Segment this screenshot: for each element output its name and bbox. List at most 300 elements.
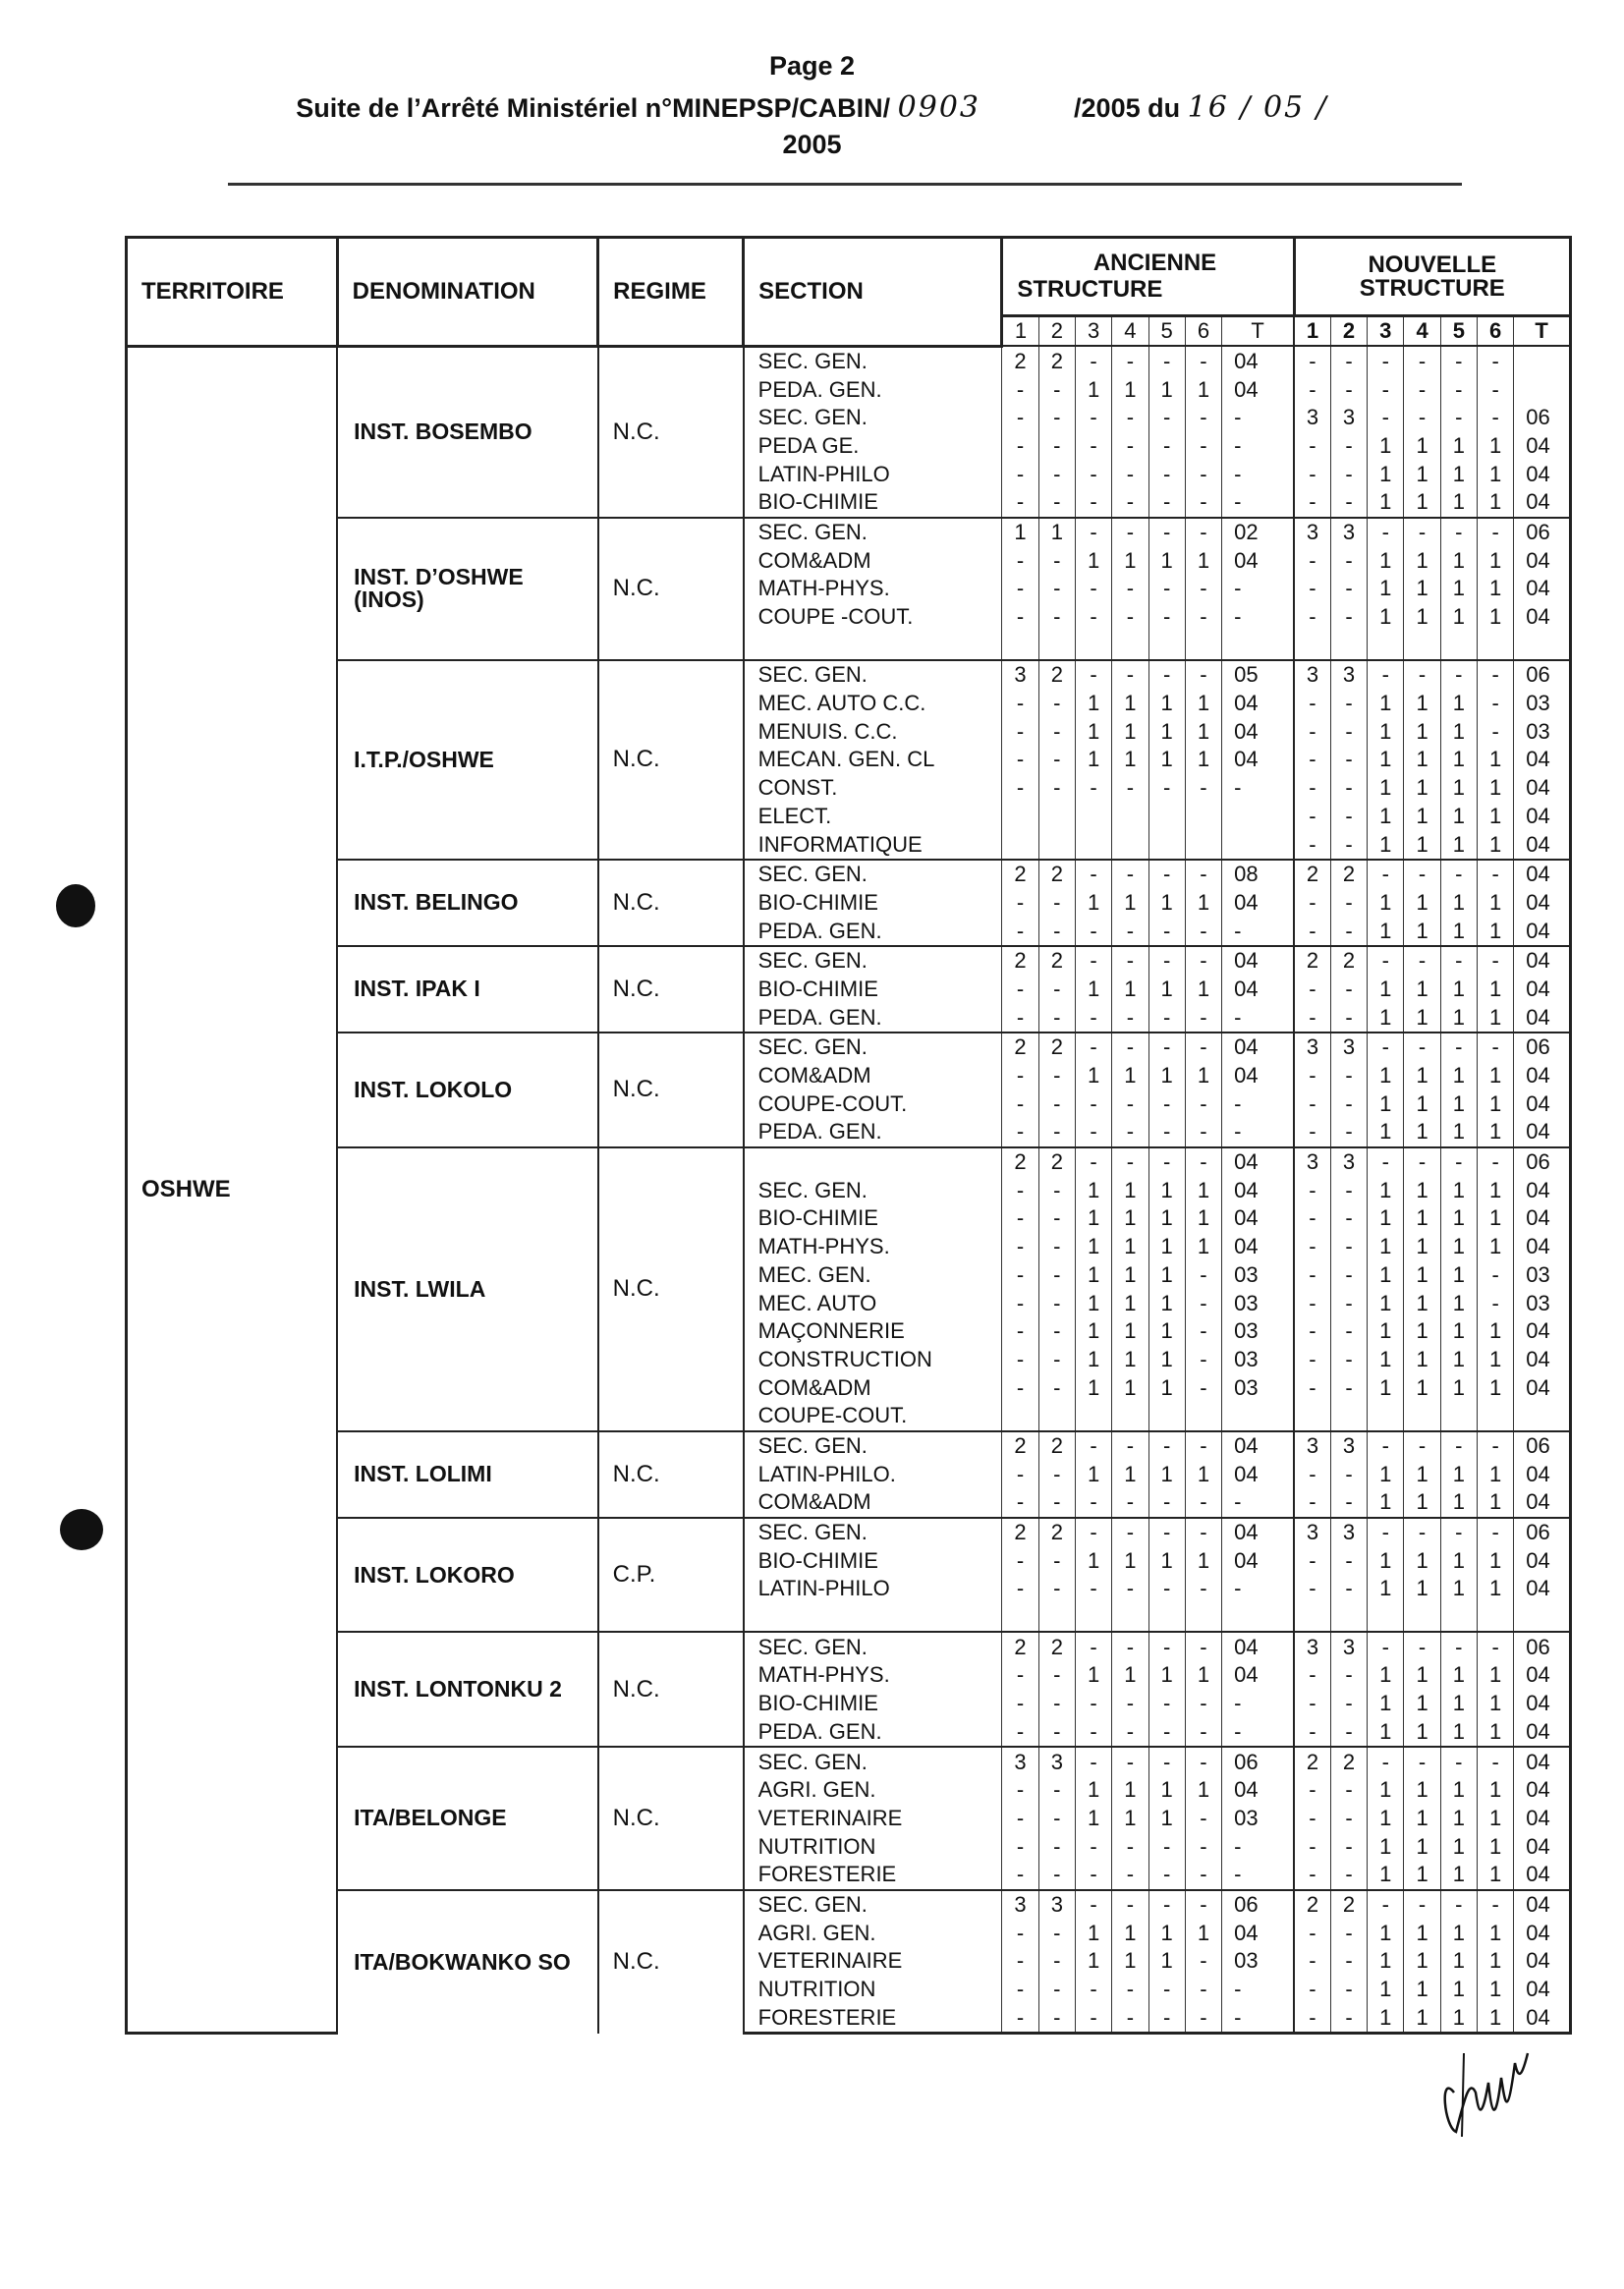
ancienne-value-cell: - xyxy=(1038,1919,1075,1947)
nouvelle-value-cell: - xyxy=(1440,946,1477,976)
nouvelle-value-cell: - xyxy=(1404,346,1440,375)
nouvelle-value-cell: 1 xyxy=(1404,2003,1440,2033)
nouvelle-value-cell: 04 xyxy=(1514,1575,1571,1603)
ancienne-value-cell: - xyxy=(1185,917,1221,946)
nouvelle-value-cell xyxy=(1404,1402,1440,1431)
nouvelle-value-cell: 1 xyxy=(1477,889,1513,918)
ancienne-value-cell: 1 xyxy=(1075,1261,1111,1290)
nouvelle-value-cell: 04 xyxy=(1514,460,1571,488)
nouvelle-value-cell: 06 xyxy=(1514,404,1571,432)
ancienne-value-cell: 1 xyxy=(1075,1776,1111,1805)
institution-regime: C.P. xyxy=(598,1518,744,1633)
section-cell: COUPE-COUT. xyxy=(744,1089,1002,1118)
nouvelle-value-cell: 04 xyxy=(1514,1976,1571,2004)
section-cell: COUPE-COUT. xyxy=(744,1402,1002,1431)
nouvelle-value-cell: - xyxy=(1330,830,1367,860)
ancienne-value-cell: - xyxy=(1038,1373,1075,1402)
ancienne-value-cell: 1 xyxy=(1148,1947,1185,1976)
nouvelle-value-cell: - xyxy=(1294,1176,1330,1204)
col-regime: REGIME xyxy=(598,238,744,347)
ancienne-line2: STRUCTURE xyxy=(1017,275,1163,303)
ancienne-value-cell: - xyxy=(1038,1690,1075,1718)
nouvelle-value-cell: 1 xyxy=(1368,774,1404,803)
ancienne-value-cell: - xyxy=(1002,1289,1038,1317)
ancienne-value-cell: - xyxy=(1112,1033,1148,1062)
nouvelle-value-cell: - xyxy=(1330,432,1367,461)
section-cell: VETERINAIRE xyxy=(744,1805,1002,1833)
nouvelle-value-cell: - xyxy=(1330,717,1367,746)
nouvelle-value-cell: 1 xyxy=(1368,432,1404,461)
ancienne-value-cell: 1 xyxy=(1185,1062,1221,1090)
institution-regime: N.C. xyxy=(598,346,744,518)
nouvelle-value-cell: - xyxy=(1440,1431,1477,1461)
institution-regime: N.C. xyxy=(598,660,744,860)
nouvelle-value-cell: 04 xyxy=(1514,1546,1571,1575)
nouvelle-value-cell: 1 xyxy=(1368,575,1404,603)
nouvelle-value-cell: 3 xyxy=(1330,1632,1367,1661)
ancienne-value-cell: 2 xyxy=(1038,1147,1075,1177)
ancienne-value-cell: 03 xyxy=(1222,1289,1295,1317)
ancienne-value-cell: - xyxy=(1075,404,1111,432)
section-cell: NUTRITION xyxy=(744,1976,1002,2004)
ancienne-value-cell: - xyxy=(1002,1373,1038,1402)
ancienne-value-cell: - xyxy=(1002,1261,1038,1290)
nouvelle-sub-col-3: 3 xyxy=(1368,316,1404,347)
nouvelle-value-cell xyxy=(1514,375,1571,404)
nouvelle-value-cell: 1 xyxy=(1404,717,1440,746)
nouvelle-value-cell: 1 xyxy=(1404,1776,1440,1805)
ancienne-value-cell: 04 xyxy=(1222,976,1295,1004)
section-cell: LATIN-PHILO xyxy=(744,1575,1002,1603)
ancienne-value-cell: 1 xyxy=(1148,1062,1185,1090)
nouvelle-value-cell: 1 xyxy=(1404,1832,1440,1861)
ancienne-value-cell: - xyxy=(1185,1690,1221,1718)
ancienne-value-cell: 1 xyxy=(1148,375,1185,404)
nouvelle-sub-col-5: 5 xyxy=(1440,316,1477,347)
ancienne-value-cell: 1 xyxy=(1075,1289,1111,1317)
ancienne-value-cell: 2 xyxy=(1038,1632,1075,1661)
ancienne-value-cell xyxy=(1075,803,1111,831)
nouvelle-value-cell: 1 xyxy=(1368,1261,1404,1290)
nouvelle-value-cell: 04 xyxy=(1514,575,1571,603)
nouvelle-value-cell: 1 xyxy=(1404,774,1440,803)
nouvelle-value-cell: - xyxy=(1477,1890,1513,1920)
ancienne-value-cell: - xyxy=(1185,1890,1221,1920)
ancienne-value-cell: 04 xyxy=(1222,375,1295,404)
ancienne-value-cell: - xyxy=(1148,1632,1185,1661)
nouvelle-value-cell: 1 xyxy=(1440,830,1477,860)
ancienne-value-cell: - xyxy=(1148,1976,1185,2004)
nouvelle-value-cell: 04 xyxy=(1514,946,1571,976)
nouvelle-value-cell: - xyxy=(1440,1147,1477,1177)
nouvelle-value-cell: 1 xyxy=(1368,976,1404,1004)
nouvelle-value-cell: - xyxy=(1440,1890,1477,1920)
ancienne-value-cell: - xyxy=(1112,1575,1148,1603)
nouvelle-value-cell: 1 xyxy=(1404,1718,1440,1748)
nouvelle-value-cell: - xyxy=(1330,1690,1367,1718)
nouvelle-value-cell: 1 xyxy=(1440,717,1477,746)
ancienne-value-cell: - xyxy=(1002,1661,1038,1690)
ancienne-value-cell: - xyxy=(1002,917,1038,946)
nouvelle-value-cell: - xyxy=(1330,603,1367,632)
section-cell: PEDA. GEN. xyxy=(744,375,1002,404)
ancienne-value-cell: - xyxy=(1185,1832,1221,1861)
ancienne-value-cell: - xyxy=(1148,917,1185,946)
ancienne-value-cell: - xyxy=(1075,1575,1111,1603)
ancienne-value-cell: - xyxy=(1148,1488,1185,1518)
nouvelle-value-cell: 1 xyxy=(1368,1776,1404,1805)
nouvelle-value-cell: - xyxy=(1294,1546,1330,1575)
col-territoire: TERRITOIRE xyxy=(127,238,338,347)
ancienne-value-cell: 1 xyxy=(1112,1919,1148,1947)
ancienne-sub-col-3: 3 xyxy=(1075,316,1111,347)
ancienne-value-cell: - xyxy=(1002,1805,1038,1833)
ancienne-sub-col-t: T xyxy=(1222,316,1295,347)
nouvelle-value-cell: 1 xyxy=(1404,803,1440,831)
nouvelle-value-cell: 3 xyxy=(1330,1431,1367,1461)
nouvelle-value-cell: - xyxy=(1330,1062,1367,1090)
ancienne-value-cell: - xyxy=(1075,1488,1111,1518)
ancienne-value-cell: - xyxy=(1112,1632,1148,1661)
ancienne-value-cell: 1 xyxy=(1148,1546,1185,1575)
section-cell: MAÇONNERIE xyxy=(744,1317,1002,1346)
nouvelle-value-cell: 1 xyxy=(1404,575,1440,603)
ancienne-value-cell: - xyxy=(1075,1747,1111,1776)
ancienne-value-cell xyxy=(1148,830,1185,860)
nouvelle-value-cell: - xyxy=(1404,1431,1440,1461)
nouvelle-value-cell: - xyxy=(1294,774,1330,803)
nouvelle-value-cell xyxy=(1330,1402,1367,1431)
nouvelle-sub-col-6: 6 xyxy=(1477,316,1513,347)
ancienne-value-cell: - xyxy=(1148,1861,1185,1890)
nouvelle-value-cell: 04 xyxy=(1514,889,1571,918)
nouvelle-value-cell: 03 xyxy=(1514,1261,1571,1290)
nouvelle-value-cell: 1 xyxy=(1477,1718,1513,1748)
ancienne-value-cell xyxy=(1112,830,1148,860)
ancienne-value-cell: - xyxy=(1038,1176,1075,1204)
ancienne-value-cell: 04 xyxy=(1222,1431,1295,1461)
nouvelle-value-cell: 1 xyxy=(1477,1118,1513,1147)
ancienne-value-cell: 1 xyxy=(1185,717,1221,746)
nouvelle-value-cell: 1 xyxy=(1368,717,1404,746)
ancienne-value-cell xyxy=(1112,1402,1148,1431)
nouvelle-value-cell: 1 xyxy=(1368,1317,1404,1346)
nouvelle-value-cell: - xyxy=(1294,889,1330,918)
nouvelle-value-cell: - xyxy=(1330,917,1367,946)
ancienne-value-cell: - xyxy=(1075,1431,1111,1461)
nouvelle-value-cell: 06 xyxy=(1514,1632,1571,1661)
nouvelle-value-cell: 1 xyxy=(1477,976,1513,1004)
ancienne-value-cell: - xyxy=(1038,546,1075,575)
ancienne-value-cell: 1 xyxy=(1112,1346,1148,1374)
nouvelle-value-cell: - xyxy=(1330,375,1367,404)
nouvelle-value-cell: 1 xyxy=(1440,746,1477,774)
section-cell: PEDA GE. xyxy=(744,432,1002,461)
nouvelle-value-cell: 04 xyxy=(1514,1176,1571,1204)
section-cell: MENUIS. C.C. xyxy=(744,717,1002,746)
nouvelle-value-cell: 3 xyxy=(1294,1431,1330,1461)
ancienne-value-cell: 1 xyxy=(1075,746,1111,774)
ancienne-value-cell: 1 xyxy=(1075,546,1111,575)
ancienne-value-cell xyxy=(1002,803,1038,831)
nouvelle-value-cell: - xyxy=(1294,1346,1330,1374)
ancienne-value-cell: 04 xyxy=(1222,746,1295,774)
ancienne-value-cell: - xyxy=(1075,518,1111,547)
ancienne-value-cell: - xyxy=(1002,889,1038,918)
ancienne-value-cell: 1 xyxy=(1148,1233,1185,1261)
ancienne-value-cell: - xyxy=(1002,1861,1038,1890)
nouvelle-value-cell: 1 xyxy=(1404,1204,1440,1233)
ancienne-value-cell: - xyxy=(1002,603,1038,632)
nouvelle-value-cell: 1 xyxy=(1368,803,1404,831)
ancienne-value-cell xyxy=(1038,830,1075,860)
nouvelle-value-cell: 1 xyxy=(1477,546,1513,575)
nouvelle-value-cell: - xyxy=(1294,603,1330,632)
ancienne-value-cell: 3 xyxy=(1038,1747,1075,1776)
ancienne-value-cell: - xyxy=(1185,1488,1221,1518)
ancienne-value-cell: 3 xyxy=(1002,1747,1038,1776)
nouvelle-value-cell: - xyxy=(1440,518,1477,547)
nouvelle-value-cell: - xyxy=(1477,518,1513,547)
nouvelle-value-cell: - xyxy=(1404,1147,1440,1177)
nouvelle-value-cell: - xyxy=(1477,1747,1513,1776)
nouvelle-value-cell: - xyxy=(1404,518,1440,547)
ancienne-value-cell: - xyxy=(1185,1976,1221,2004)
nouvelle-value-cell: - xyxy=(1477,690,1513,718)
nouvelle-value-cell: 06 xyxy=(1514,1518,1571,1547)
ancienne-value-cell: - xyxy=(1075,346,1111,375)
ancienne-value-cell: - xyxy=(1075,1147,1111,1177)
nouvelle-value-cell: 04 xyxy=(1514,774,1571,803)
nouvelle-value-cell: - xyxy=(1477,1518,1513,1547)
nouvelle-value-cell: 1 xyxy=(1440,603,1477,632)
institution-regime: N.C. xyxy=(598,1632,744,1747)
ancienne-value-cell: - xyxy=(1185,603,1221,632)
nouvelle-value-cell: - xyxy=(1330,1546,1367,1575)
nouvelle-value-cell: - xyxy=(1294,1919,1330,1947)
nouvelle-value-cell: - xyxy=(1294,1089,1330,1118)
ancienne-value-cell: - xyxy=(1002,746,1038,774)
nouvelle-value-cell: - xyxy=(1404,375,1440,404)
ancienne-value-cell: 06 xyxy=(1222,1747,1295,1776)
nouvelle-value-cell xyxy=(1440,631,1477,660)
ancienne-value-cell: - xyxy=(1038,1832,1075,1861)
ancienne-value-cell: 1 xyxy=(1112,1805,1148,1833)
ancienne-value-cell: 1 xyxy=(1075,889,1111,918)
ancienne-value-cell xyxy=(1222,830,1295,860)
ancienne-value-cell: - xyxy=(1222,1089,1295,1118)
nouvelle-value-cell: 2 xyxy=(1294,860,1330,889)
nouvelle-value-cell: 04 xyxy=(1514,1373,1571,1402)
section-cell: CONSTRUCTION xyxy=(744,1346,1002,1374)
institution-name: INST. D’OSHWE (INOS) xyxy=(337,518,598,660)
ancienne-value-cell xyxy=(1002,1402,1038,1431)
ancienne-value-cell: 04 xyxy=(1222,1147,1295,1177)
section-cell: BIO-CHIMIE xyxy=(744,889,1002,918)
ancienne-value-cell: - xyxy=(1112,774,1148,803)
nouvelle-value-cell: 1 xyxy=(1440,1176,1477,1204)
nouvelle-value-cell: - xyxy=(1294,1317,1330,1346)
nouvelle-value-cell: 1 xyxy=(1440,575,1477,603)
nouvelle-sub-col-4: 4 xyxy=(1404,316,1440,347)
nouvelle-value-cell: 04 xyxy=(1514,488,1571,518)
ancienne-value-cell: - xyxy=(1112,1690,1148,1718)
ancienne-value-cell: - xyxy=(1185,1947,1221,1976)
nouvelle-value-cell xyxy=(1294,1402,1330,1431)
ancienne-value-cell: 1 xyxy=(1185,1233,1221,1261)
ancienne-value-cell: 04 xyxy=(1222,1204,1295,1233)
nouvelle-value-cell: - xyxy=(1477,717,1513,746)
nouvelle-value-cell: 1 xyxy=(1477,746,1513,774)
nouvelle-value-cell: - xyxy=(1330,1919,1367,1947)
section-cell: CONST. xyxy=(744,774,1002,803)
nouvelle-value-cell: 1 xyxy=(1368,746,1404,774)
ancienne-value-cell: - xyxy=(1038,1947,1075,1976)
nouvelle-value-cell: 06 xyxy=(1514,1431,1571,1461)
ancienne-value-cell: - xyxy=(1038,717,1075,746)
nouvelle-value-cell: - xyxy=(1330,1805,1367,1833)
ancienne-value-cell xyxy=(1002,1603,1038,1633)
ancienne-value-cell: - xyxy=(1148,432,1185,461)
ancienne-value-cell: - xyxy=(1222,1690,1295,1718)
section-cell xyxy=(744,631,1002,660)
nouvelle-value-cell: 1 xyxy=(1440,1289,1477,1317)
ancienne-value-cell: 1 xyxy=(1112,889,1148,918)
section-cell: SEC. GEN. xyxy=(744,860,1002,889)
ancienne-value-cell: - xyxy=(1185,660,1221,690)
nouvelle-value-cell: 2 xyxy=(1330,946,1367,976)
nouvelle-value-cell: 1 xyxy=(1440,1460,1477,1488)
nouvelle-value-cell: 04 xyxy=(1514,1460,1571,1488)
ancienne-value-cell: - xyxy=(1222,432,1295,461)
ancienne-value-cell: 1 xyxy=(1112,1289,1148,1317)
ancienne-value-cell: 04 xyxy=(1222,1632,1295,1661)
nouvelle-value-cell: 1 xyxy=(1368,1373,1404,1402)
nouvelle-value-cell: 1 xyxy=(1477,1919,1513,1947)
nouvelle-value-cell: 04 xyxy=(1514,803,1571,831)
ancienne-value-cell: - xyxy=(1112,1518,1148,1547)
ancienne-sub-col-2: 2 xyxy=(1038,316,1075,347)
ancienne-value-cell: 1 xyxy=(1112,546,1148,575)
nouvelle-value-cell: 1 xyxy=(1404,1805,1440,1833)
nouvelle-value-cell: 1 xyxy=(1404,1661,1440,1690)
nouvelle-value-cell: - xyxy=(1330,1832,1367,1861)
institution-name: ITA/BOKWANKO SO xyxy=(337,1890,598,2034)
nouvelle-value-cell: 1 xyxy=(1368,1233,1404,1261)
ancienne-value-cell: - xyxy=(1112,575,1148,603)
nouvelle-value-cell: 1 xyxy=(1404,1118,1440,1147)
nouvelle-value-cell: 1 xyxy=(1440,1947,1477,1976)
nouvelle-value-cell: 04 xyxy=(1514,830,1571,860)
ancienne-value-cell: 1 xyxy=(1112,717,1148,746)
ancienne-value-cell: 2 xyxy=(1002,1431,1038,1461)
ancienne-value-cell: - xyxy=(1002,1233,1038,1261)
nouvelle-value-cell: - xyxy=(1294,1947,1330,1976)
section-cell: FORESTERIE xyxy=(744,2003,1002,2033)
ancienne-value-cell: - xyxy=(1112,488,1148,518)
nouvelle-value-cell: 1 xyxy=(1404,1003,1440,1033)
ancienne-value-cell: 1 xyxy=(1148,1289,1185,1317)
ancienne-value-cell: - xyxy=(1075,1118,1111,1147)
ancienne-value-cell: - xyxy=(1222,1488,1295,1518)
institution-name: INST. LWILA xyxy=(337,1147,598,1431)
ancienne-value-cell: - xyxy=(1038,1261,1075,1290)
territoire-cell: OSHWE xyxy=(127,346,338,2034)
ancienne-value-cell: 1 xyxy=(1185,976,1221,1004)
ancienne-value-cell: - xyxy=(1185,1575,1221,1603)
section-cell: ELECT. xyxy=(744,803,1002,831)
nouvelle-value-cell: - xyxy=(1330,460,1367,488)
nouvelle-value-cell: 06 xyxy=(1514,1147,1571,1177)
nouvelle-value-cell: 1 xyxy=(1440,1976,1477,2004)
section-cell: SEC. GEN. xyxy=(744,1747,1002,1776)
section-cell: SEC. GEN. xyxy=(744,404,1002,432)
table-row xyxy=(127,1147,1571,1177)
nouvelle-value-cell: - xyxy=(1330,976,1367,1004)
ancienne-value-cell: 1 xyxy=(1148,1176,1185,1204)
ancienne-value-cell: 1 xyxy=(1148,1776,1185,1805)
section-cell: SEC. GEN. xyxy=(744,1431,1002,1461)
nouvelle-value-cell: 1 xyxy=(1404,746,1440,774)
ancienne-value-cell: 1 xyxy=(1148,1805,1185,1833)
nouvelle-value-cell: - xyxy=(1294,830,1330,860)
nouvelle-value-cell: - xyxy=(1477,1033,1513,1062)
ancienne-value-cell: - xyxy=(1148,460,1185,488)
institution-name: INST. IPAK I xyxy=(337,946,598,1033)
ancienne-value-cell: 2 xyxy=(1038,1431,1075,1461)
nouvelle-value-cell: 1 xyxy=(1368,546,1404,575)
ancienne-value-cell: 1 xyxy=(1185,1176,1221,1204)
nouvelle-value-cell: 1 xyxy=(1404,889,1440,918)
ancienne-value-cell: - xyxy=(1112,1861,1148,1890)
ancienne-value-cell: - xyxy=(1185,1346,1221,1374)
ancienne-value-cell: - xyxy=(1002,2003,1038,2033)
ancienne-value-cell: - xyxy=(1075,1690,1111,1718)
nouvelle-value-cell: 1 xyxy=(1404,1575,1440,1603)
nouvelle-value-cell: 2 xyxy=(1330,860,1367,889)
nouvelle-value-cell: 1 xyxy=(1440,1003,1477,1033)
nouvelle-value-cell: - xyxy=(1294,1003,1330,1033)
ancienne-value-cell: 04 xyxy=(1222,1661,1295,1690)
nouvelle-value-cell: 1 xyxy=(1368,1289,1404,1317)
nouvelle-value-cell: 1 xyxy=(1404,1861,1440,1890)
nouvelle-value-cell: - xyxy=(1294,746,1330,774)
ancienne-value-cell: 1 xyxy=(1148,546,1185,575)
nouvelle-value-cell: - xyxy=(1330,1003,1367,1033)
ancienne-value-cell: - xyxy=(1112,860,1148,889)
section-cell: MEC. GEN. xyxy=(744,1261,1002,1290)
ancienne-value-cell: - xyxy=(1002,546,1038,575)
ancienne-value-cell: - xyxy=(1222,1003,1295,1033)
section-cell: BIO-CHIMIE xyxy=(744,1204,1002,1233)
institution-name: INST. LOKORO xyxy=(337,1518,598,1633)
institution-regime: N.C. xyxy=(598,1747,744,1889)
nouvelle-value-cell: 04 xyxy=(1514,1832,1571,1861)
nouvelle-value-cell: - xyxy=(1404,946,1440,976)
ancienne-value-cell: - xyxy=(1112,1431,1148,1461)
nouvelle-value-cell: - xyxy=(1477,1261,1513,1290)
nouvelle-value-cell: - xyxy=(1404,1632,1440,1661)
nouvelle-value-cell: - xyxy=(1294,1062,1330,1090)
ancienne-value-cell: - xyxy=(1148,603,1185,632)
ancienne-value-cell: 2 xyxy=(1002,346,1038,375)
nouvelle-value-cell: - xyxy=(1404,660,1440,690)
ancienne-value-cell: - xyxy=(1185,1747,1221,1776)
nouvelle-value-cell: - xyxy=(1294,803,1330,831)
nouvelle-value-cell: 1 xyxy=(1368,2003,1404,2033)
ancienne-value-cell: - xyxy=(1222,1976,1295,2004)
ancienne-sub-col-5: 5 xyxy=(1148,316,1185,347)
